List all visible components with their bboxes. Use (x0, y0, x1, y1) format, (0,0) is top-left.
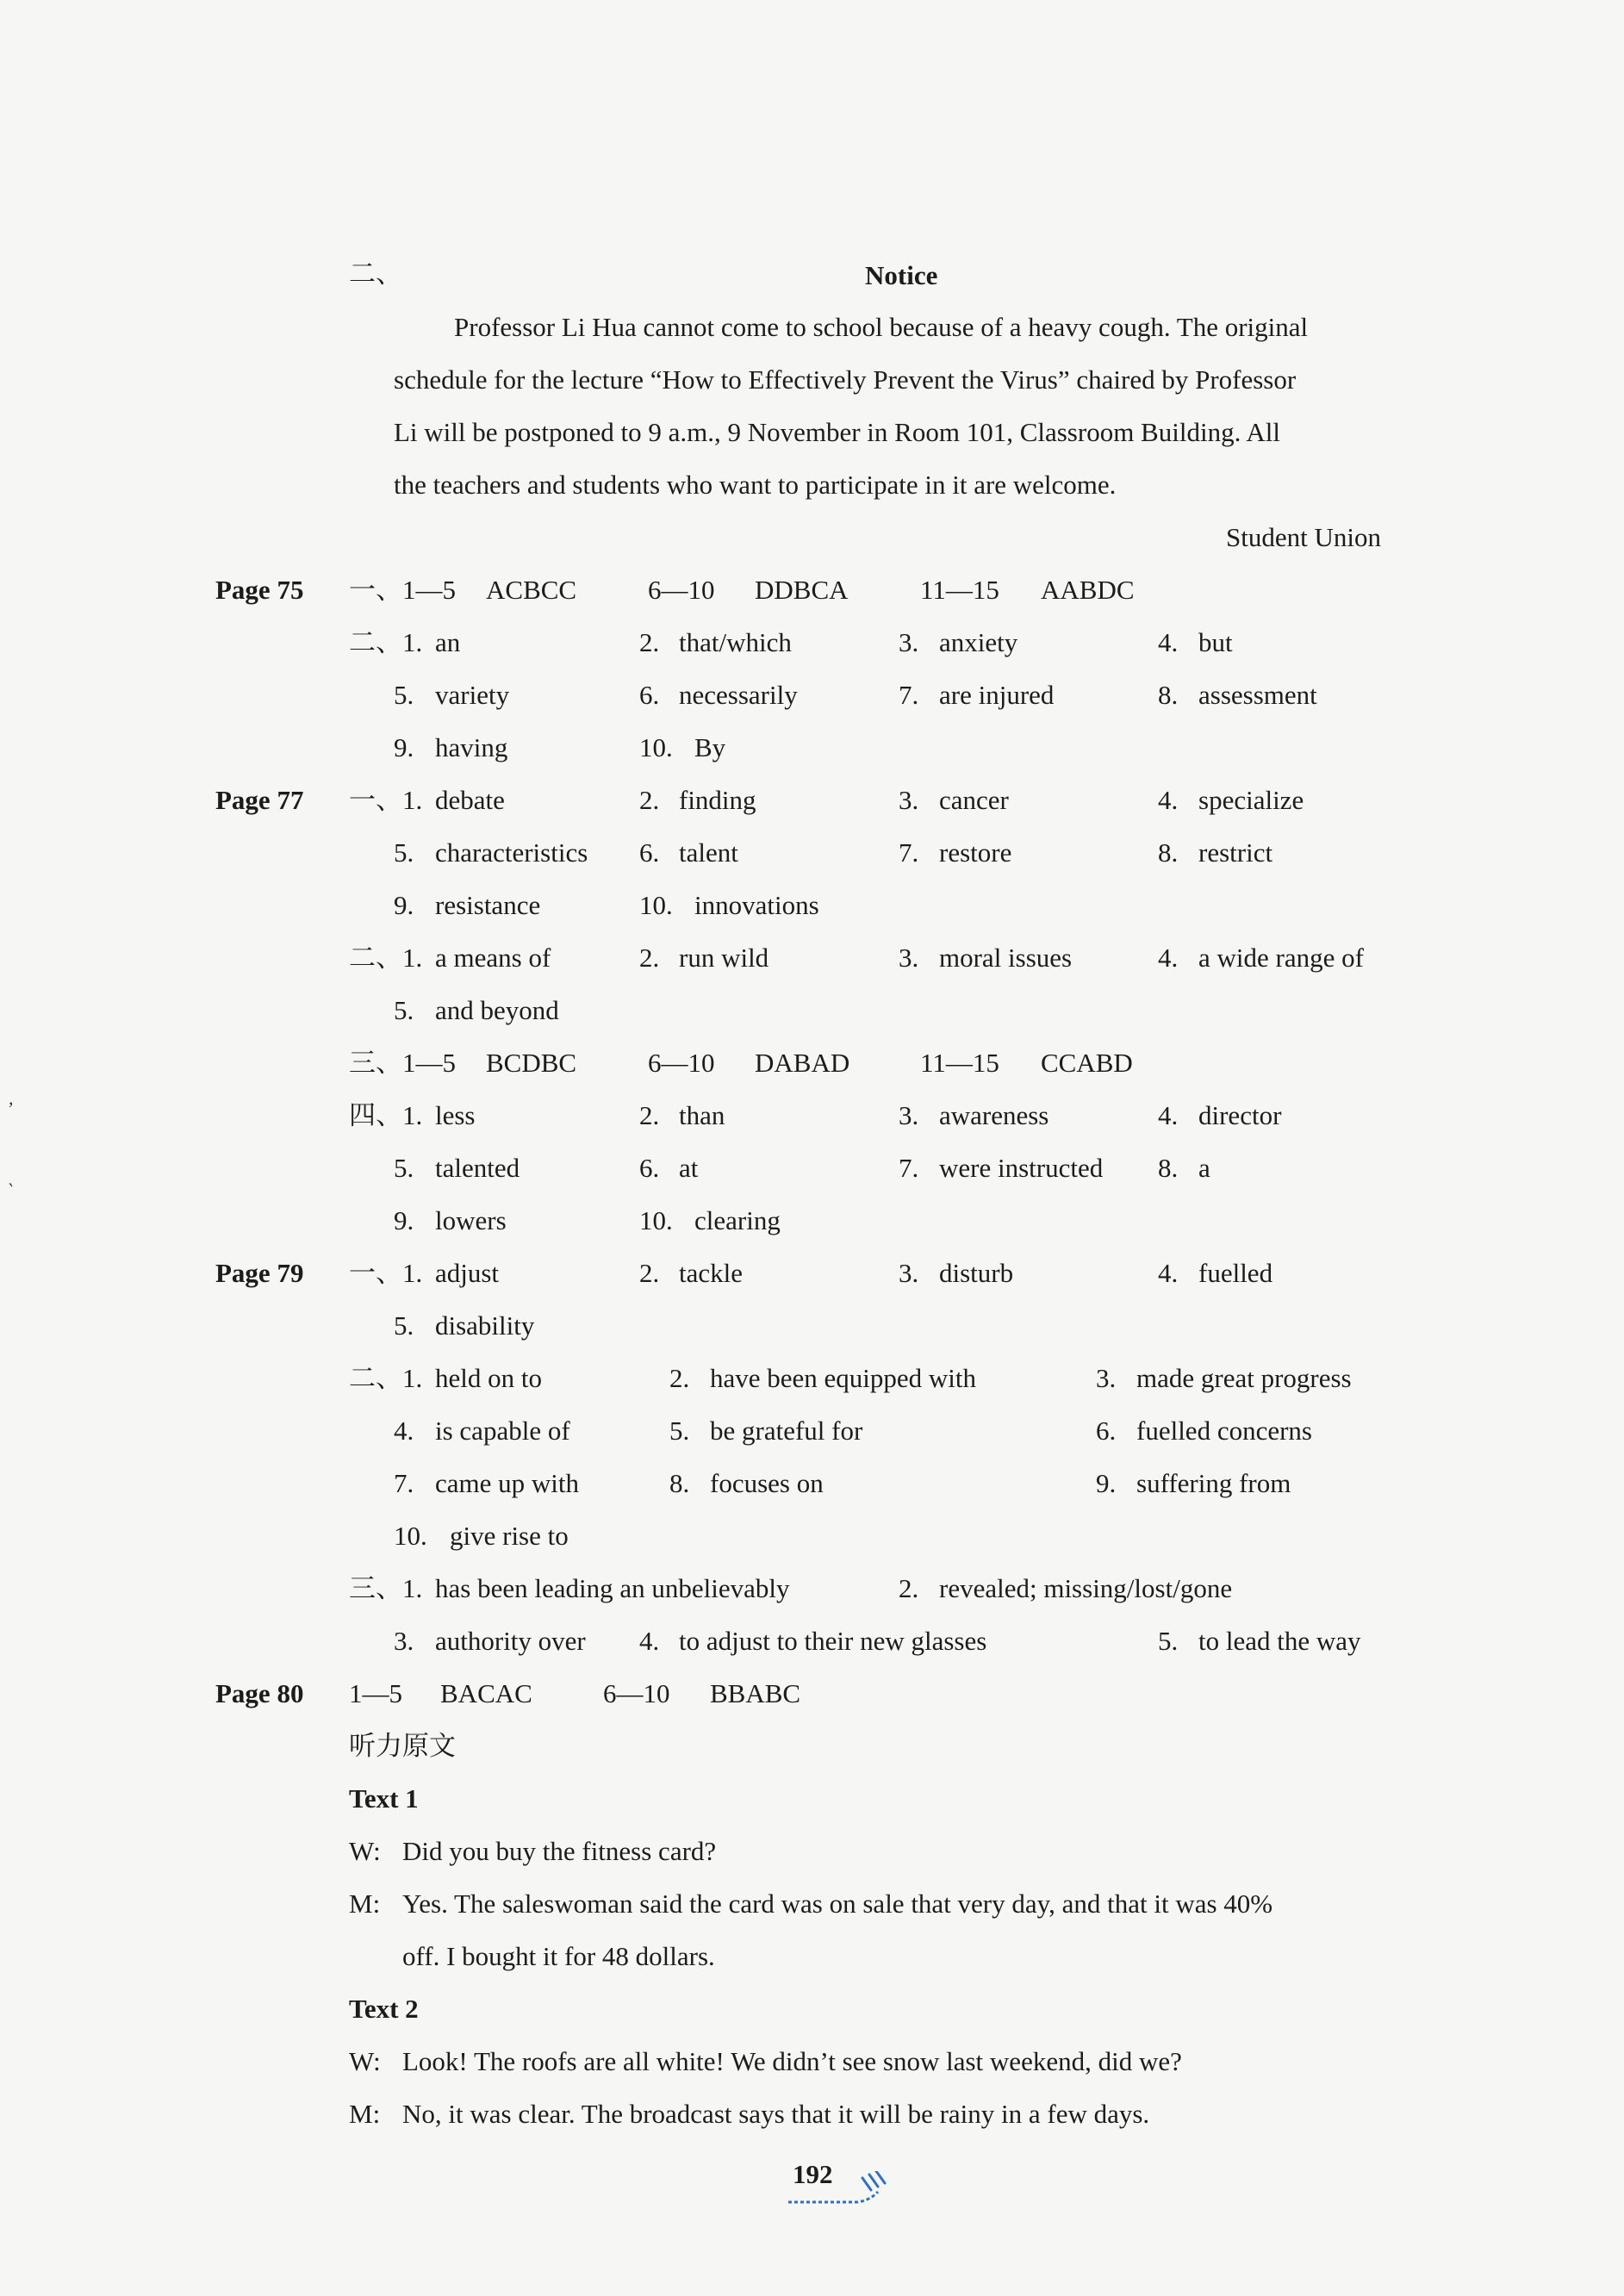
item-number: 5. (1158, 1626, 1179, 1656)
answer-text: authority over (435, 1626, 586, 1656)
range-label: 6—10 (648, 575, 715, 605)
item-number: 3. (899, 627, 919, 657)
item-number: 9. (394, 732, 414, 762)
item-number: 3. (899, 943, 919, 973)
answer-text: is capable of (435, 1416, 570, 1446)
page-number-decoration-icon (788, 2171, 892, 2206)
scan-mark: , (9, 1087, 14, 1109)
item-number: 8. (1158, 837, 1179, 868)
answer-text: having (435, 732, 508, 762)
speaker-label: W: (349, 2046, 381, 2076)
answer-group: DABAD (755, 1048, 850, 1078)
answer-group: CCABD (1041, 1048, 1133, 1078)
item-number: 2. (639, 943, 660, 973)
range-label: 1—5 (349, 1678, 402, 1708)
answer-text: anxiety (939, 627, 1018, 657)
section-number: 四、1. (349, 1100, 423, 1130)
answer-text: specialize (1198, 785, 1304, 815)
item-number: 2. (639, 1258, 660, 1288)
page-number: 192 (793, 2159, 833, 2189)
item-number: 10. (394, 1521, 427, 1551)
answer-text: to lead the way (1198, 1626, 1361, 1656)
item-number: 7. (899, 1153, 919, 1183)
answer-text: cancer (939, 785, 1009, 815)
section-number: 二、1. (349, 1363, 423, 1393)
notice-line: schedule for the lecture “How to Effectively Prevent the Virus” chaired by Professor (394, 364, 1297, 395)
answer-text: came up with (435, 1468, 580, 1498)
answer-group: DDBCA (755, 575, 849, 605)
item-number: 9. (394, 890, 414, 920)
item-number: 2. (639, 1100, 660, 1130)
answer-text: a wide range of (1198, 943, 1364, 973)
answer-text: talented (435, 1153, 520, 1183)
answer-group: AABDC (1041, 575, 1135, 605)
answer-text: director (1198, 1100, 1282, 1130)
answer-text: that/which (679, 627, 792, 657)
item-number: 3. (899, 1258, 919, 1288)
answer-text: lowers (435, 1205, 507, 1235)
item-number: 4. (1158, 1100, 1179, 1130)
section-number: 三、1—5 (349, 1048, 456, 1078)
notice-line: Li will be postponed to 9 a.m., 9 November in Room 101, Classroom Building. All (394, 417, 1280, 447)
answer-text: variety (435, 680, 510, 710)
notice-signature: Student Union (1226, 522, 1381, 552)
item-number: 2. (639, 627, 660, 657)
answer-text: were instructed (939, 1153, 1104, 1183)
dialogue-line: Look! The roofs are all white! We didn’t see snow last weekend, did we? (402, 2046, 1182, 2076)
dialogue-line: No, it was clear. The broadcast says that it will be rainy in a few days. (402, 2099, 1150, 2129)
item-number: 4. (1158, 1258, 1179, 1288)
notice-number: 二、 (349, 258, 402, 289)
answer-text: disturb (939, 1258, 1014, 1288)
range-label: 11—15 (920, 575, 999, 605)
answer-text: revealed; missing/lost/gone (939, 1573, 1233, 1603)
section-number: 一、1—5 (349, 575, 456, 605)
answer-text: tackle (679, 1258, 744, 1288)
item-number: 5. (669, 1416, 690, 1446)
answer-text: at (679, 1153, 699, 1183)
answer-text: but (1198, 627, 1233, 657)
text-title: Text 1 (349, 1783, 419, 1814)
item-number: 9. (394, 1205, 414, 1235)
item-number: 8. (1158, 680, 1179, 710)
answer-text: disability (435, 1310, 535, 1341)
answer-group: ACBCC (486, 575, 577, 605)
item-number: 5. (394, 995, 414, 1025)
answer-text: resistance (435, 890, 541, 920)
item-number: 6. (1096, 1416, 1117, 1446)
answer-text: adjust (435, 1258, 500, 1288)
item-number: 4. (1158, 785, 1179, 815)
item-number: 7. (899, 837, 919, 868)
answer-text: are injured (939, 680, 1055, 710)
section-number: 一、1. (349, 1258, 423, 1288)
answer-text: and beyond (435, 995, 559, 1025)
item-number: 3. (394, 1626, 414, 1656)
item-number: 5. (394, 680, 414, 710)
item-number: 8. (669, 1468, 690, 1498)
answer-text: characteristics (435, 837, 588, 868)
section-number: 二、1. (349, 627, 423, 657)
notice-title: Notice (865, 260, 938, 290)
item-number: 10. (639, 890, 673, 920)
answer-text: a means of (435, 943, 551, 973)
answer-text: restrict (1198, 837, 1273, 868)
dialogue-line: Yes. The saleswoman said the card was on sale that very day, and that it was 40% (402, 1888, 1273, 1919)
range-label: 6—10 (648, 1048, 715, 1078)
item-number: 5. (394, 837, 414, 868)
answer-text: By (694, 732, 726, 762)
answer-text: than (679, 1100, 725, 1130)
answer-text: run wild (679, 943, 769, 973)
answer-text: innovations (694, 890, 819, 920)
section-number: 三、1. (349, 1573, 423, 1603)
listening-heading: 听力原文 (349, 1731, 456, 1761)
speaker-label: M: (349, 2099, 381, 2129)
item-number: 4. (394, 1416, 414, 1446)
page-label: Page 77 (215, 785, 304, 815)
answer-text: necessarily (679, 680, 798, 710)
item-number: 9. (1096, 1468, 1117, 1498)
dialogue-line: off. I bought it for 48 dollars. (402, 1941, 715, 1971)
answer-text: to adjust to their new glasses (679, 1626, 987, 1656)
answer-text: less (435, 1100, 476, 1130)
page-label: Page 79 (215, 1258, 304, 1288)
speaker-label: W: (349, 1836, 381, 1866)
range-label: 11—15 (920, 1048, 999, 1078)
dialogue-line: Did you buy the fitness card? (402, 1836, 717, 1866)
answer-text: restore (939, 837, 1012, 868)
item-number: 3. (899, 785, 919, 815)
item-number: 5. (394, 1153, 414, 1183)
answer-text: focuses on (710, 1468, 824, 1498)
answer-text: awareness (939, 1100, 1049, 1130)
answer-text: has been leading an unbelievably (435, 1573, 790, 1603)
answer-text: be grateful for (710, 1416, 863, 1446)
section-number: 一、1. (349, 785, 423, 815)
item-number: 10. (639, 732, 673, 762)
answer-text: debate (435, 785, 505, 815)
answer-text: give rise to (450, 1521, 569, 1551)
answer-text: have been equipped with (710, 1363, 977, 1393)
answer-text: suffering from (1136, 1468, 1291, 1498)
notice-line: the teachers and students who want to participate in it are welcome. (394, 470, 1117, 500)
answer-text: a (1198, 1153, 1210, 1183)
item-number: 6. (639, 680, 660, 710)
item-number: 4. (639, 1626, 660, 1656)
answer-text: held on to (435, 1363, 542, 1393)
answer-text: talent (679, 837, 738, 868)
page-label: Page 80 (215, 1678, 304, 1708)
answer-text: moral issues (939, 943, 1073, 973)
item-number: 2. (669, 1363, 690, 1393)
answer-text: fuelled concerns (1136, 1416, 1312, 1446)
answer-text: clearing (694, 1205, 781, 1235)
answer-text: an (435, 627, 461, 657)
item-number: 4. (1158, 627, 1179, 657)
answer-group: BCDBC (486, 1048, 577, 1078)
range-label: 6—10 (603, 1678, 670, 1708)
item-number: 6. (639, 837, 660, 868)
item-number: 6. (639, 1153, 660, 1183)
scan-mark: ‵ (9, 1180, 13, 1202)
item-number: 7. (394, 1468, 414, 1498)
answer-text: assessment (1198, 680, 1317, 710)
item-number: 2. (899, 1573, 919, 1603)
answer-text: fuelled (1198, 1258, 1273, 1288)
item-number: 7. (899, 680, 919, 710)
answer-group: BBABC (710, 1678, 801, 1708)
item-number: 3. (1096, 1363, 1117, 1393)
answer-group: BACAC (440, 1678, 532, 1708)
item-number: 10. (639, 1205, 673, 1235)
item-number: 3. (899, 1100, 919, 1130)
item-number: 5. (394, 1310, 414, 1341)
item-number: 4. (1158, 943, 1179, 973)
speaker-label: M: (349, 1888, 381, 1919)
answer-text: finding (679, 785, 756, 815)
text-title: Text 2 (349, 1994, 419, 2024)
section-number: 二、1. (349, 943, 423, 973)
item-number: 2. (639, 785, 660, 815)
answer-text: made great progress (1136, 1363, 1352, 1393)
page-label: Page 75 (215, 575, 304, 605)
notice-line: Professor Li Hua cannot come to school because of a heavy cough. The original (454, 312, 1309, 342)
item-number: 8. (1158, 1153, 1179, 1183)
